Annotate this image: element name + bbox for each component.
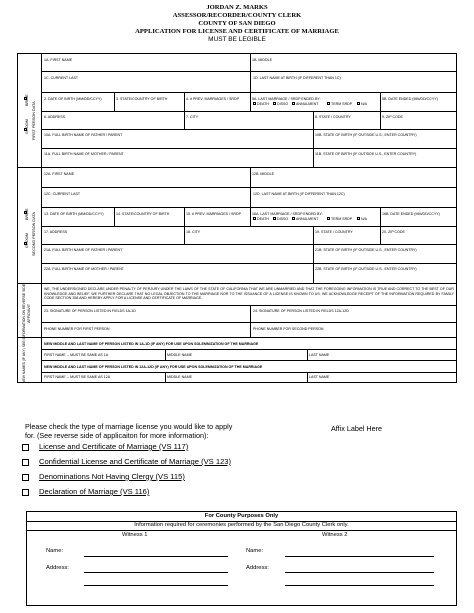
field-11b[interactable]: 11B. STATE OF BIRTH (IF OUTSIDE U.S., ENTER COUNTRY)	[315, 152, 417, 156]
p1-term-srdp-checkbox[interactable]	[327, 102, 330, 105]
field-12a[interactable]: 12A. FIRST NAME	[44, 172, 75, 176]
p2-annulment-label: ANNULMENT	[296, 217, 319, 221]
witness-2-address-label: Address:	[246, 565, 269, 571]
p2-na-label: N/A	[361, 217, 367, 221]
license-option-2[interactable]: Confidential License and Certificate of Marriage (VS 123)	[39, 457, 232, 466]
header-line-5: MUST BE LEGIBLE	[208, 36, 266, 43]
witness-2-address-field[interactable]	[285, 572, 434, 573]
p1-disso-checkbox[interactable]	[273, 102, 276, 105]
field-5a: 5A. LAST MARRIAGE / SRDP ENDED BY:	[252, 97, 321, 101]
field-12b[interactable]: 12B. MIDDLE	[252, 172, 274, 176]
header-line-3: COUNTY OF SAN DIEGO	[198, 20, 276, 27]
p1-disso-label: DISSO	[277, 102, 289, 106]
witness-1-heading: Witness 1	[122, 532, 148, 538]
field-21a[interactable]: 21A. FULL BIRTH NAME OF FATHER / PARENT	[44, 248, 123, 252]
field-1b[interactable]: 1B. MIDDLE	[252, 58, 272, 62]
witness-1-address-label: Address:	[46, 565, 69, 571]
field-19[interactable]: 19. STATE / COUNTRY	[315, 230, 353, 234]
field-10a[interactable]: 10A. FULL BIRTH NAME OF FATHER / PARENT	[44, 133, 123, 137]
p2-term-srdp-checkbox[interactable]	[327, 217, 330, 220]
county-subtitle: Information required for ceremonies performed by the San Diego County Clerk only.	[134, 522, 349, 528]
p1-term-srdp-label: TERM SRDP	[331, 102, 353, 106]
field-21b[interactable]: 21B. STATE OF BIRTH (IF OUTSIDE U.S., ENTER COUNTRY)	[315, 248, 417, 252]
license-option-1[interactable]: License and Certificate of Marriage (VS 117)	[39, 442, 189, 451]
p1-death-label: DEATH	[257, 102, 269, 106]
person1-bride-checkbox[interactable]	[24, 97, 27, 100]
person1-bride-label: BRIDE	[25, 94, 29, 106]
field-16b[interactable]: 16B. DATE ENDED (MM/DD/CCYY)	[382, 212, 440, 216]
p2-na-checkbox[interactable]	[357, 217, 360, 220]
p2-death-checkbox[interactable]	[253, 217, 256, 220]
header-line-1: JORDAN Z. MARKS	[206, 4, 268, 11]
p2-disso-label: DISSO	[277, 217, 289, 221]
witness-2-heading: Witness 2	[322, 532, 348, 538]
field-1a[interactable]: 1A. FIRST NAME	[44, 58, 73, 62]
license-option-checkbox-1[interactable]	[22, 444, 29, 451]
witness-1-address-field[interactable]	[84, 572, 228, 573]
p2-death-label: DEATH	[257, 217, 269, 221]
person2-bride-checkbox[interactable]	[24, 211, 27, 214]
new-name-1-first[interactable]: FIRST NAME -- MUST BE SAME AS 1A	[44, 353, 109, 357]
field-16a: 16A. LAST MARRIAGE / SRDP ENDED BY:	[252, 212, 323, 216]
field-7[interactable]: 7. CITY	[186, 115, 199, 119]
field-24[interactable]: 24. SIGNATURE OF PERSON LISTED IN FIELDS 12A-12D	[253, 309, 349, 313]
field-10b[interactable]: 10B. STATE OF BIRTH (IF OUTSIDE U.S., ENTER COUNTRY)	[315, 133, 417, 137]
person1-groom-checkbox[interactable]	[24, 128, 27, 131]
license-option-checkbox-4[interactable]	[22, 489, 29, 496]
affidavit-section-label: AFFIDAVIT	[27, 303, 31, 323]
county-title: For County Purposes Only	[204, 513, 279, 519]
p2-disso-checkbox[interactable]	[273, 217, 276, 220]
person2-groom-label: GROOM	[25, 233, 29, 248]
witness-2-address-field-2[interactable]	[285, 585, 434, 586]
header-line-2: ASSESSOR/RECORDER/COUNTY CLERK	[172, 12, 302, 19]
license-option-checkbox-2[interactable]	[22, 459, 29, 466]
field-8[interactable]: 8. STATE / COUNTRY	[315, 115, 351, 119]
p1-death-checkbox[interactable]	[253, 102, 256, 105]
field-20[interactable]: 20. ZIP CODE	[382, 230, 405, 234]
field-22a[interactable]: 22A. FULL BIRTH NAME OF MOTHER / PARENT	[44, 267, 125, 271]
field-2[interactable]: 2. DATE OF BIRTH (MM/DD/CCYY)	[44, 97, 102, 101]
witness-1-address-field-2[interactable]	[84, 585, 228, 586]
p2-term-srdp-label: TERM SRDP	[331, 217, 353, 221]
field-18[interactable]: 18. CITY	[186, 230, 201, 234]
field-14[interactable]: 14. STATE/COUNTRY OF BIRTH	[116, 212, 170, 216]
new-name-2-last[interactable]: LAST NAME	[309, 375, 330, 379]
field-12c[interactable]: 12C. CURRENT LAST	[44, 192, 81, 196]
new-names-section-label: NEW NAMES (IF ANY) SEE INFORMATION ON REVERSE SIDE	[22, 283, 26, 383]
person2-groom-checkbox[interactable]	[24, 242, 27, 245]
p1-annulment-label: ANNULMENT	[296, 102, 319, 106]
license-prompt-line-2: for. (See reverse side of applicaiton for more information):	[25, 431, 209, 440]
new-name-2-first[interactable]: FIRST NAME -- MUST BE SAME AS 12A	[44, 375, 111, 379]
p1-na-label: N/A	[361, 102, 367, 106]
new-names-row1-header: NEW MIDDLE AND LAST NAME OF PERSON LISTED IN 1A-1D (IF ANY) FOR USE UPON SOLEMNIZATION OF THE MARRIAGE	[44, 342, 259, 346]
person2-section-label: SECOND PERSON DATA	[32, 212, 36, 256]
field-15[interactable]: 15. # PREV. MARRIAGES / SRDP	[186, 212, 241, 216]
new-name-1-last[interactable]: LAST NAME	[309, 353, 330, 357]
witness-2-name-label: Name:	[246, 548, 264, 554]
field-12d[interactable]: 12D. LAST NAME AT BIRTH (IF DIFFERENT THAN 12C)	[253, 192, 345, 196]
form-frame	[17, 53, 457, 383]
field-1c[interactable]: 1C. CURRENT LAST	[44, 76, 79, 80]
person1-section-label: FIRST PERSON DATA	[32, 101, 36, 140]
license-option-checkbox-3[interactable]	[22, 474, 29, 481]
field-3[interactable]: 3. STATE/COUNTRY OF BIRTH	[116, 97, 168, 101]
field-5b[interactable]: 5B. DATE ENDED (MM/DD/CCYY)	[382, 97, 438, 101]
field-9[interactable]: 9. ZIP CODE	[382, 115, 403, 119]
affidavit-text: WE, THE UNDERSIGNED DECLARE UNDER PENALTY OF PERJURY UNDER THE LAWS OF THE STATE OF CALIFORNIA THAT WE ARE UNMARRIED AND THAT THE FOREGOING INFORMATION IS TRUE AND CORRECT TO THE BEST OF OUR KNOWLEDGE AND BELIEF. WE FURTHER DECLARE THAT NO LEGAL OBJECTION TO THE MARRIAGE NOR TO THE ISSUANCE OF A LICENSE IS KNOWN TO US. WE ACKNOWLEDGE RECEIPT OF THE INFORMATION REQUIRED BY FAMILY CODE SECTION 358 AND HEREBY APPLY FOR A LICENSE AND CERTIFICATE OF MARRIAGE.	[44, 287, 454, 301]
field-1d[interactable]: 1D. LAST NAME AT BIRTH (IF DIFFERENT THAN 1C)	[253, 76, 341, 80]
field-13[interactable]: 13. DATE OF BIRTH (MM/DD/CCYY)	[44, 212, 104, 216]
new-name-1-middle[interactable]: MIDDLE NAME	[167, 353, 192, 357]
license-option-4[interactable]: Declaration of Marriage (VS 116)	[39, 487, 150, 496]
header-line-4: APPLICATION FOR LICENSE AND CERTIFICATE OF MARRIAGE	[135, 28, 339, 35]
new-name-2-middle[interactable]: MIDDLE NAME	[167, 375, 192, 379]
new-names-row2-header: NEW MIDDLE AND LAST NAME OF PERSON LISTED IN 12A-12D (IF ANY) FOR USE UPON SOLEMNIZATION OF THE MARRIAGE	[44, 365, 263, 369]
person2-bride-label: BRIDE	[25, 208, 29, 220]
field-23[interactable]: 23. SIGNATURE OF PERSON LISTED IN FIELDS 1A-1D	[44, 309, 136, 313]
field-11a[interactable]: 11A. FULL BIRTH NAME OF MOTHER / PARENT	[44, 152, 124, 156]
witness-2-name-field[interactable]	[285, 556, 434, 557]
field-6[interactable]: 6. ADDRESS	[44, 115, 66, 119]
witness-1-name-field[interactable]	[84, 556, 228, 557]
license-prompt-line-1: Please check the type of marriage license you would like to apply	[25, 422, 233, 431]
p1-annulment-checkbox[interactable]	[292, 102, 295, 105]
affix-label-area: Affix Label Here	[331, 424, 383, 433]
phone-first-person[interactable]: PHONE NUMBER FOR FIRST PERSON	[44, 327, 110, 331]
field-17[interactable]: 17. ADDRESS	[44, 230, 68, 234]
license-option-3[interactable]: Denominations Not Having Clergy (VS 115)	[39, 472, 185, 481]
field-22b[interactable]: 22B. STATE OF BIRTH (IF OUTSIDE U.S., ENTER COUNTRY)	[315, 267, 417, 271]
phone-second-person[interactable]: PHONE NUMBER FOR SECOND PERSON	[253, 327, 324, 331]
witness-1-name-label: Name:	[46, 548, 64, 554]
field-4[interactable]: 4. # PREV. MARRIAGES / SRDP	[186, 97, 239, 101]
person1-groom-label: GROOM	[25, 119, 29, 134]
p2-annulment-checkbox[interactable]	[292, 217, 295, 220]
p1-na-checkbox[interactable]	[357, 102, 360, 105]
